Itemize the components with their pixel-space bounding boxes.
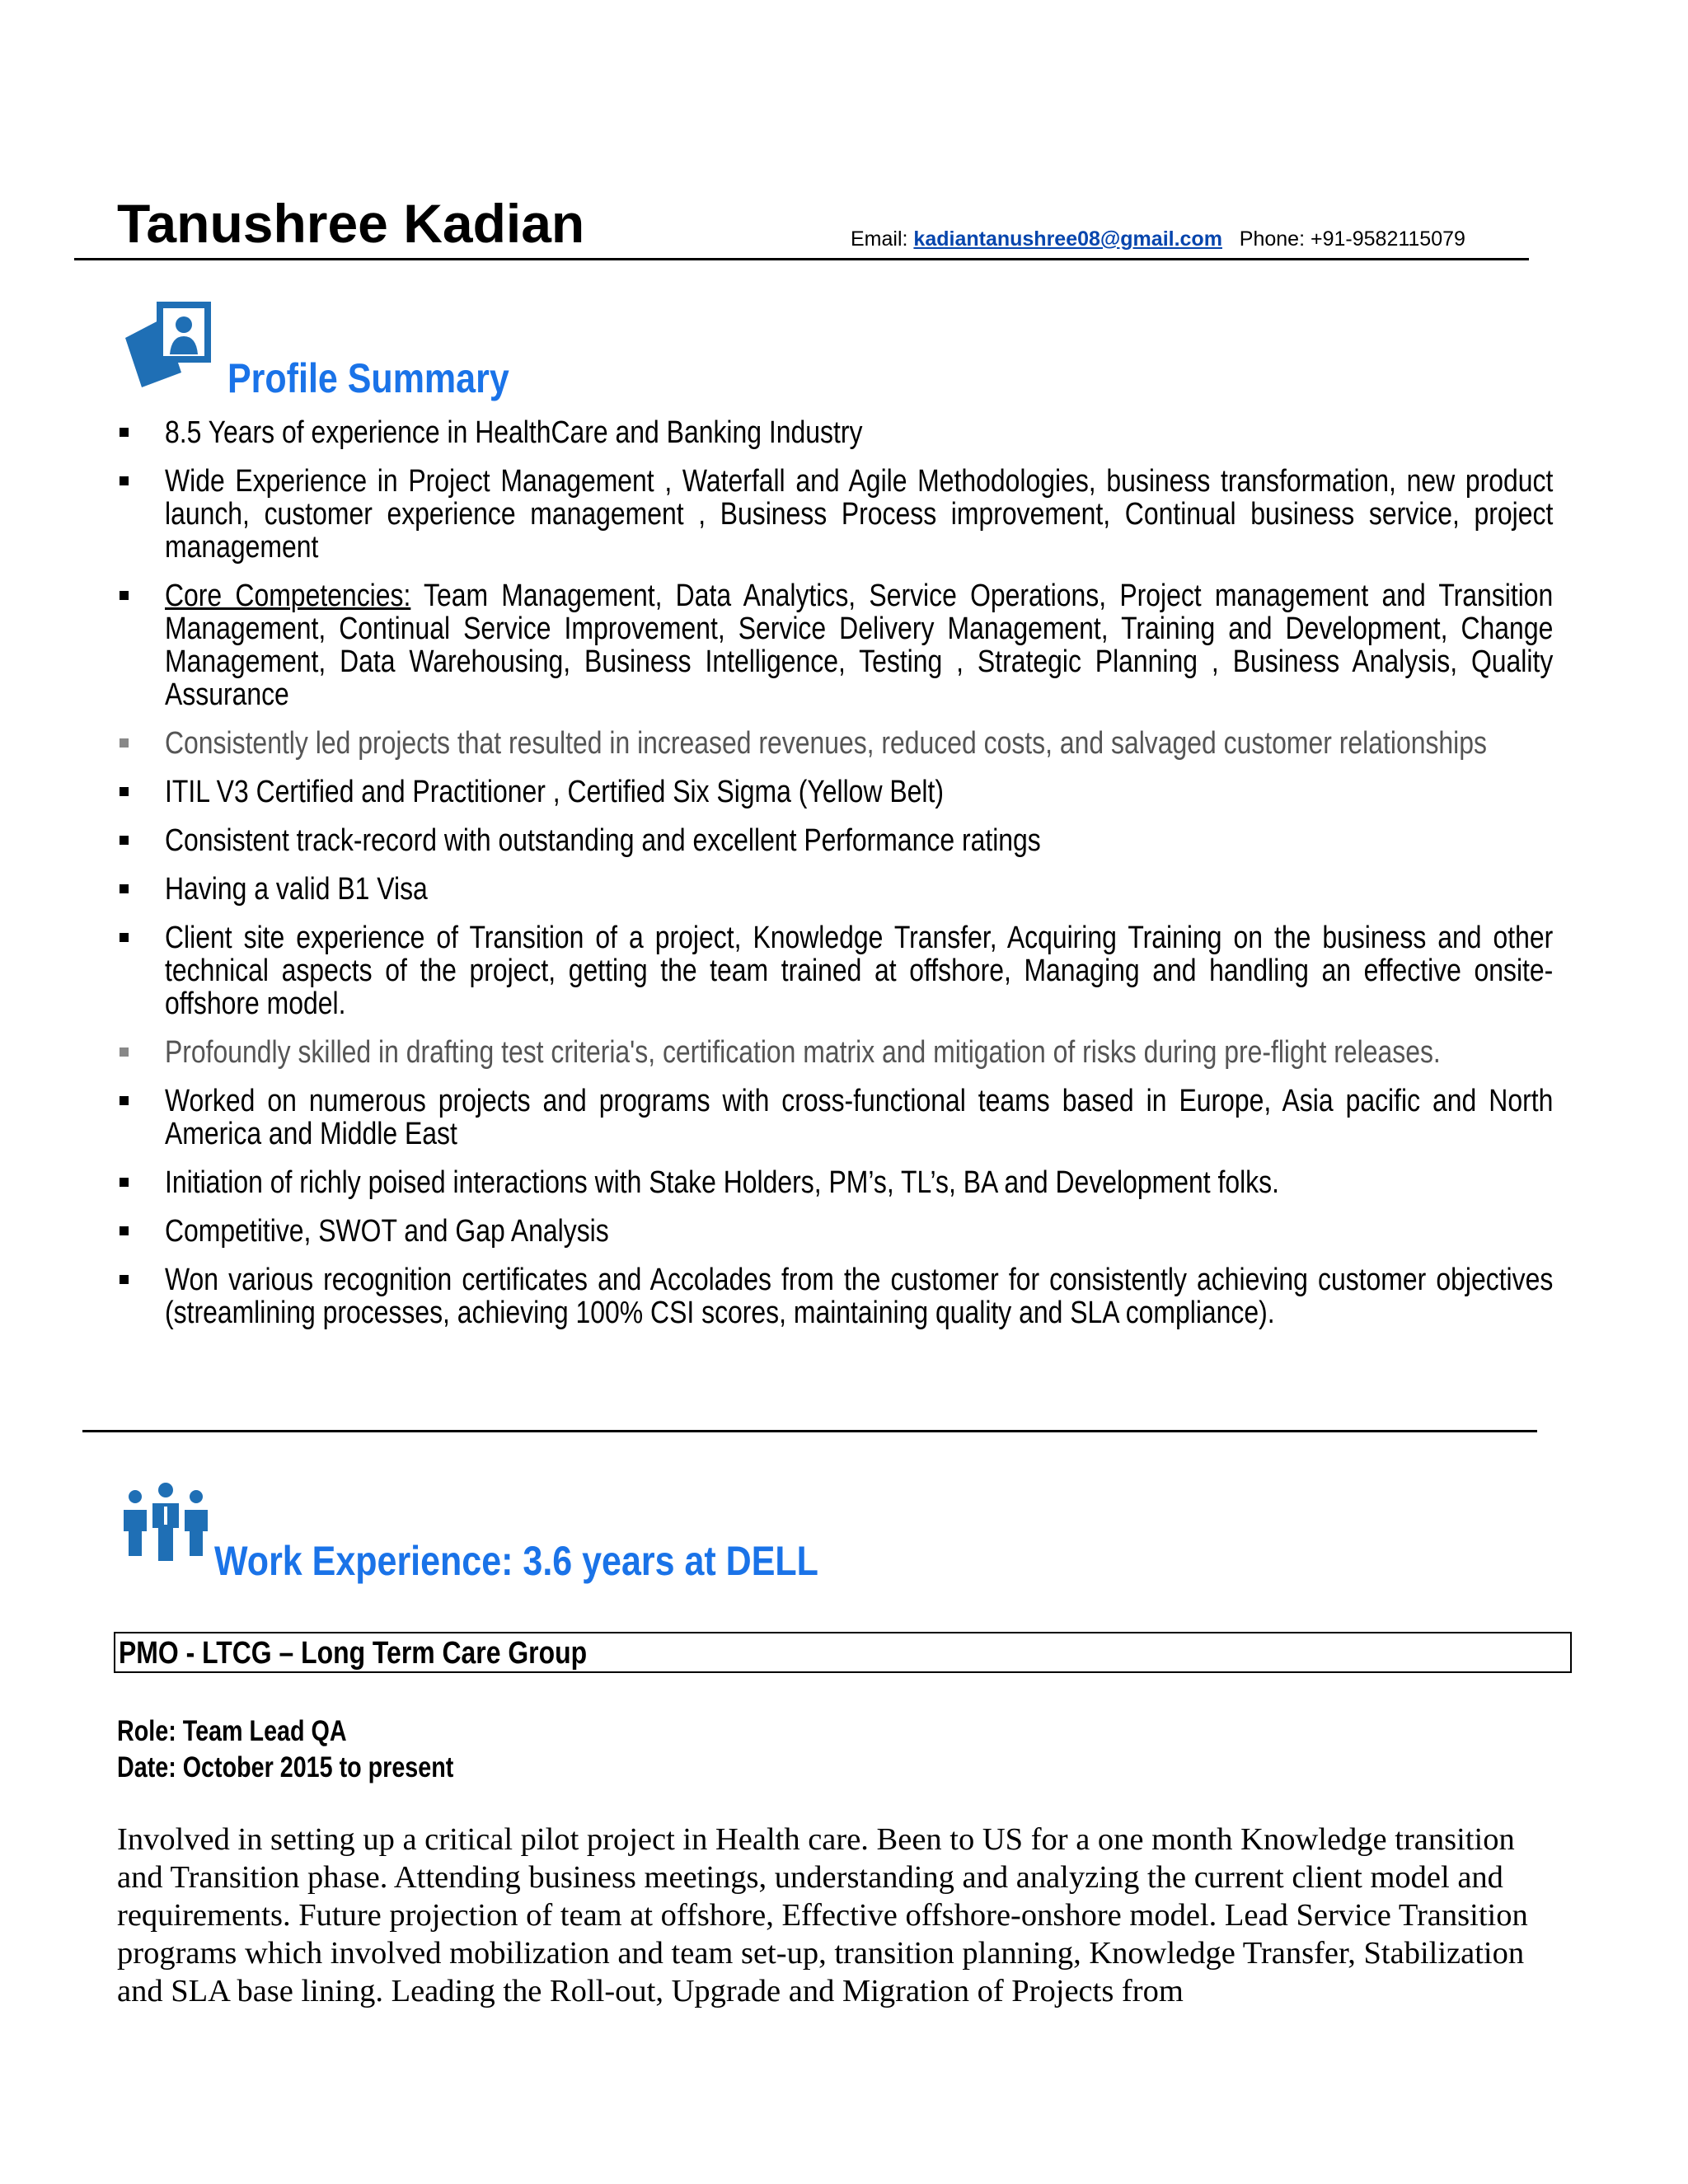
profile-summary-list [0, 416, 1688, 1345]
square-bullet-icon [120, 933, 129, 942]
summary-item-text: Won various recognition certificates and Accolades from the customer for consistently achieving customer objectives (streamlining processes, achieving 100% CSI scores, maintaining quality and SLA compliance). [165, 1263, 1554, 1330]
core-competencies-label: Core Competencies: [165, 579, 411, 613]
summary-item [0, 1036, 1554, 1069]
square-bullet-icon [120, 1226, 129, 1235]
summary-item-text: Client site experience of Transition of a project, Knowledge Transfer, Acquiring Training on the business and other technical aspects of the project, getting the team trained at offshore, Managing and handling an effective onsite-offshore model. [165, 921, 1554, 1021]
square-bullet-icon [120, 787, 129, 796]
summary-item-text: Consistent track-record with outstanding and excellent Performance ratings [165, 823, 1041, 858]
square-bullet-icon [120, 836, 129, 845]
profile-summary-heading: Profile Summary [227, 355, 509, 401]
summary-item-text: Competitive, SWOT and Gap Analysis [165, 1214, 609, 1249]
summary-item [0, 1166, 1554, 1199]
profile-frame-icon [124, 298, 214, 389]
square-bullet-icon [120, 1096, 129, 1105]
summary-item-text: Team Management, Data Analytics, Service Operations, Project management and Transition Management, Continual Service Improvement, Service Delivery Management, Training and Development, Change Management, Data Warehousing, Business Intelligence, Testing , Strategic Planning , Business Analysis, Quality Assurance [165, 579, 1554, 712]
summary-item [0, 921, 1554, 1020]
summary-item [0, 465, 1554, 564]
team-people-icon [122, 1482, 209, 1564]
square-bullet-icon [120, 428, 129, 437]
role-line: Role: Team Lead QA [117, 1715, 347, 1747]
date-line: Date: October 2015 to present [117, 1751, 454, 1783]
summary-item-text: ITIL V3 Certified and Practitioner , Certified Six Sigma (Yellow Belt) [165, 775, 944, 809]
candidate-name: Tanushree Kadian [117, 193, 585, 254]
summary-item-text: Consistently led projects that resulted in increased revenues, reduced costs, and salvaged customer relationships [165, 726, 1487, 761]
summary-item [0, 873, 1554, 906]
summary-item [0, 579, 1554, 711]
square-bullet-icon [120, 476, 129, 485]
phone-number: +91-9582115079 [1311, 227, 1465, 251]
summary-item [0, 727, 1554, 760]
summary-item-text: Profoundly skilled in drafting test criteria's, certification matrix and mitigation of risks during pre-flight releases. [165, 1035, 1441, 1070]
project-title: PMO - LTCG – Long Term Care Group [119, 1636, 588, 1671]
square-bullet-icon [120, 1047, 129, 1057]
section-divider [82, 1430, 1537, 1432]
summary-item [0, 824, 1554, 857]
summary-item-text: Wide Experience in Project Management , Waterfall and Agile Methodologies, business transformation, new product launch, customer experience management , Business Process improvement, Continual business service, project management [165, 464, 1554, 565]
work-experience-heading: Work Experience: 3.6 years at DELL [214, 1538, 818, 1584]
job-description: Involved in setting up a critical pilot project in Health care. Been to US for a one month Knowledge transition and Transition phase. Attending business meetings, understanding and analyzing the current client model and requirements. Future projection of team at offshore, Effective offshore-onshore model. Lead Service Transition programs which involved mobilization and team set-up, transition planning, Knowledge Transfer, Stabilization and SLA base lining. Leading the Roll-out, Upgrade and Migration of Projects from [117, 1822, 1528, 2008]
summary-item-text: Worked on numerous projects and programs with cross-functional teams based in Europe, Asia pacific and North America and Middle East [165, 1084, 1554, 1151]
header-divider [74, 258, 1529, 260]
square-bullet-icon [120, 1275, 129, 1284]
summary-item-text: Having a valid B1 Visa [165, 872, 428, 907]
summary-item-text: 8.5 Years of experience in HealthCare and Banking Industry [165, 415, 863, 450]
summary-item-text: Initiation of richly poised interactions with Stake Holders, PM’s, TL’s, BA and Development folks. [165, 1165, 1279, 1200]
contact-line [851, 229, 1465, 250]
summary-item [0, 1263, 1554, 1329]
square-bullet-icon [120, 738, 129, 748]
summary-item [0, 416, 1554, 449]
square-bullet-icon [120, 884, 129, 893]
phone-label: Phone: [1239, 227, 1306, 251]
square-bullet-icon [120, 1178, 129, 1187]
email-link[interactable]: kadiantanushree08@gmail.com [913, 227, 1222, 251]
summary-item [0, 1215, 1554, 1248]
square-bullet-icon [120, 591, 129, 600]
summary-item [0, 1085, 1554, 1151]
email-label: Email: [851, 227, 908, 251]
summary-item [0, 776, 1554, 808]
